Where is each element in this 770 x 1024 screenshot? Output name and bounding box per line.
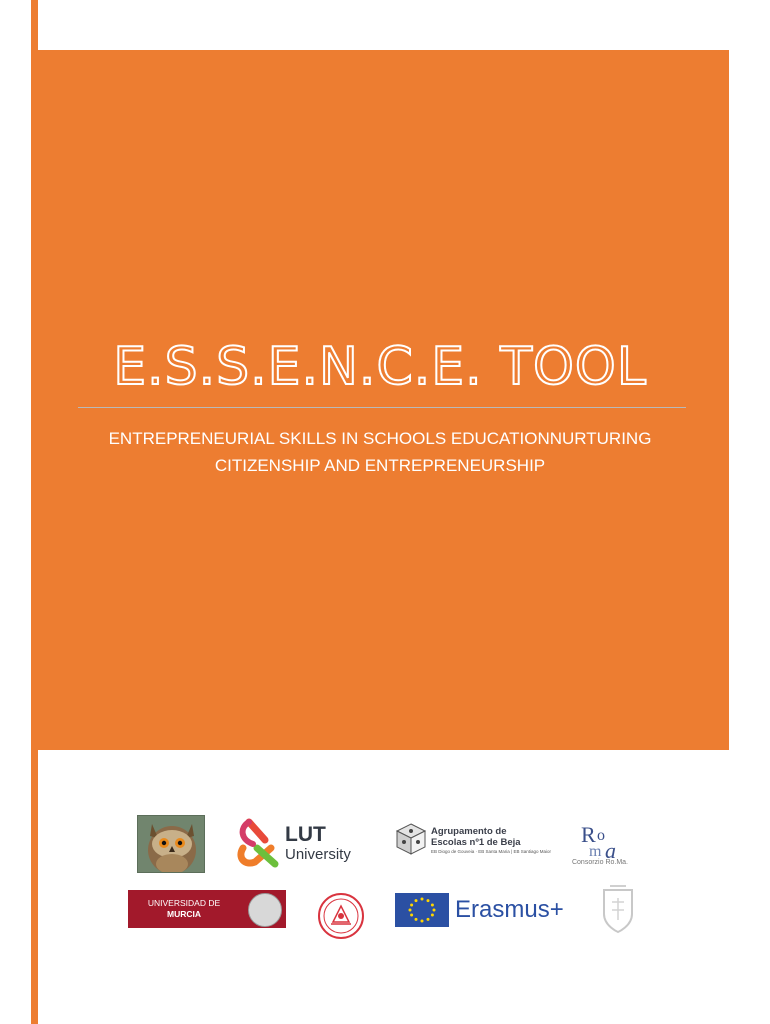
crest-emblem-icon — [317, 892, 365, 940]
owl-icon — [138, 816, 204, 872]
murcia-line-1: UNIVERSIDAD DE — [147, 898, 221, 908]
lut-name: LUT — [285, 823, 326, 846]
roma-monogram-icon — [567, 820, 633, 860]
lut-wordmark — [285, 824, 351, 864]
murcia-wordmark — [138, 898, 230, 920]
eu-flag-icon — [395, 893, 449, 927]
document-subtitle — [60, 425, 700, 479]
svg-text:R: R — [581, 822, 596, 847]
erasmus-plus-logo — [395, 893, 575, 927]
agrupamento-schools: EB Diogo de Gouveia · EB Santa Maria | EB Santiago Maior — [431, 849, 551, 854]
agrupamento-line-2: Escolas nº1 de Beja — [431, 837, 521, 848]
universidad-murcia-logo — [128, 890, 286, 928]
lut-university-label: University — [285, 846, 351, 863]
erasmus-label: Erasmus+ — [455, 896, 564, 923]
roma-caption: Consorzio Ro.Ma. — [571, 859, 629, 866]
school-shield-logo — [598, 880, 638, 936]
shield-icon — [598, 880, 638, 936]
agrupamento-name — [431, 826, 521, 848]
ministry-crest-logo — [317, 892, 365, 940]
murcia-line-2: MURCIA — [167, 909, 201, 919]
lut-university-logo — [235, 818, 365, 868]
cube-icon — [395, 822, 427, 856]
roma-consortium-logo — [567, 820, 633, 870]
agrupamento-line-1: Agrupamento de — [431, 826, 507, 837]
subtitle-line-1: ENTREPRENEURIAL SKILLS IN SCHOOLS EDUCATIONNURTURING — [108, 429, 652, 448]
title-divider — [78, 407, 686, 408]
svg-text:m: m — [589, 843, 602, 860]
owl-logo — [137, 815, 205, 873]
svg-text:o: o — [597, 827, 605, 844]
svg-text:a: a — [605, 838, 616, 860]
subtitle-line-2: CITIZENSHIP AND ENTREPRENEURSHIP — [214, 456, 546, 475]
murcia-seal-icon — [248, 893, 282, 927]
lut-ampersand-icon — [235, 818, 281, 868]
document-title: E.S.S.E.N.C.E. TOOL — [113, 337, 647, 397]
agrupamento-beja-logo — [395, 822, 551, 862]
